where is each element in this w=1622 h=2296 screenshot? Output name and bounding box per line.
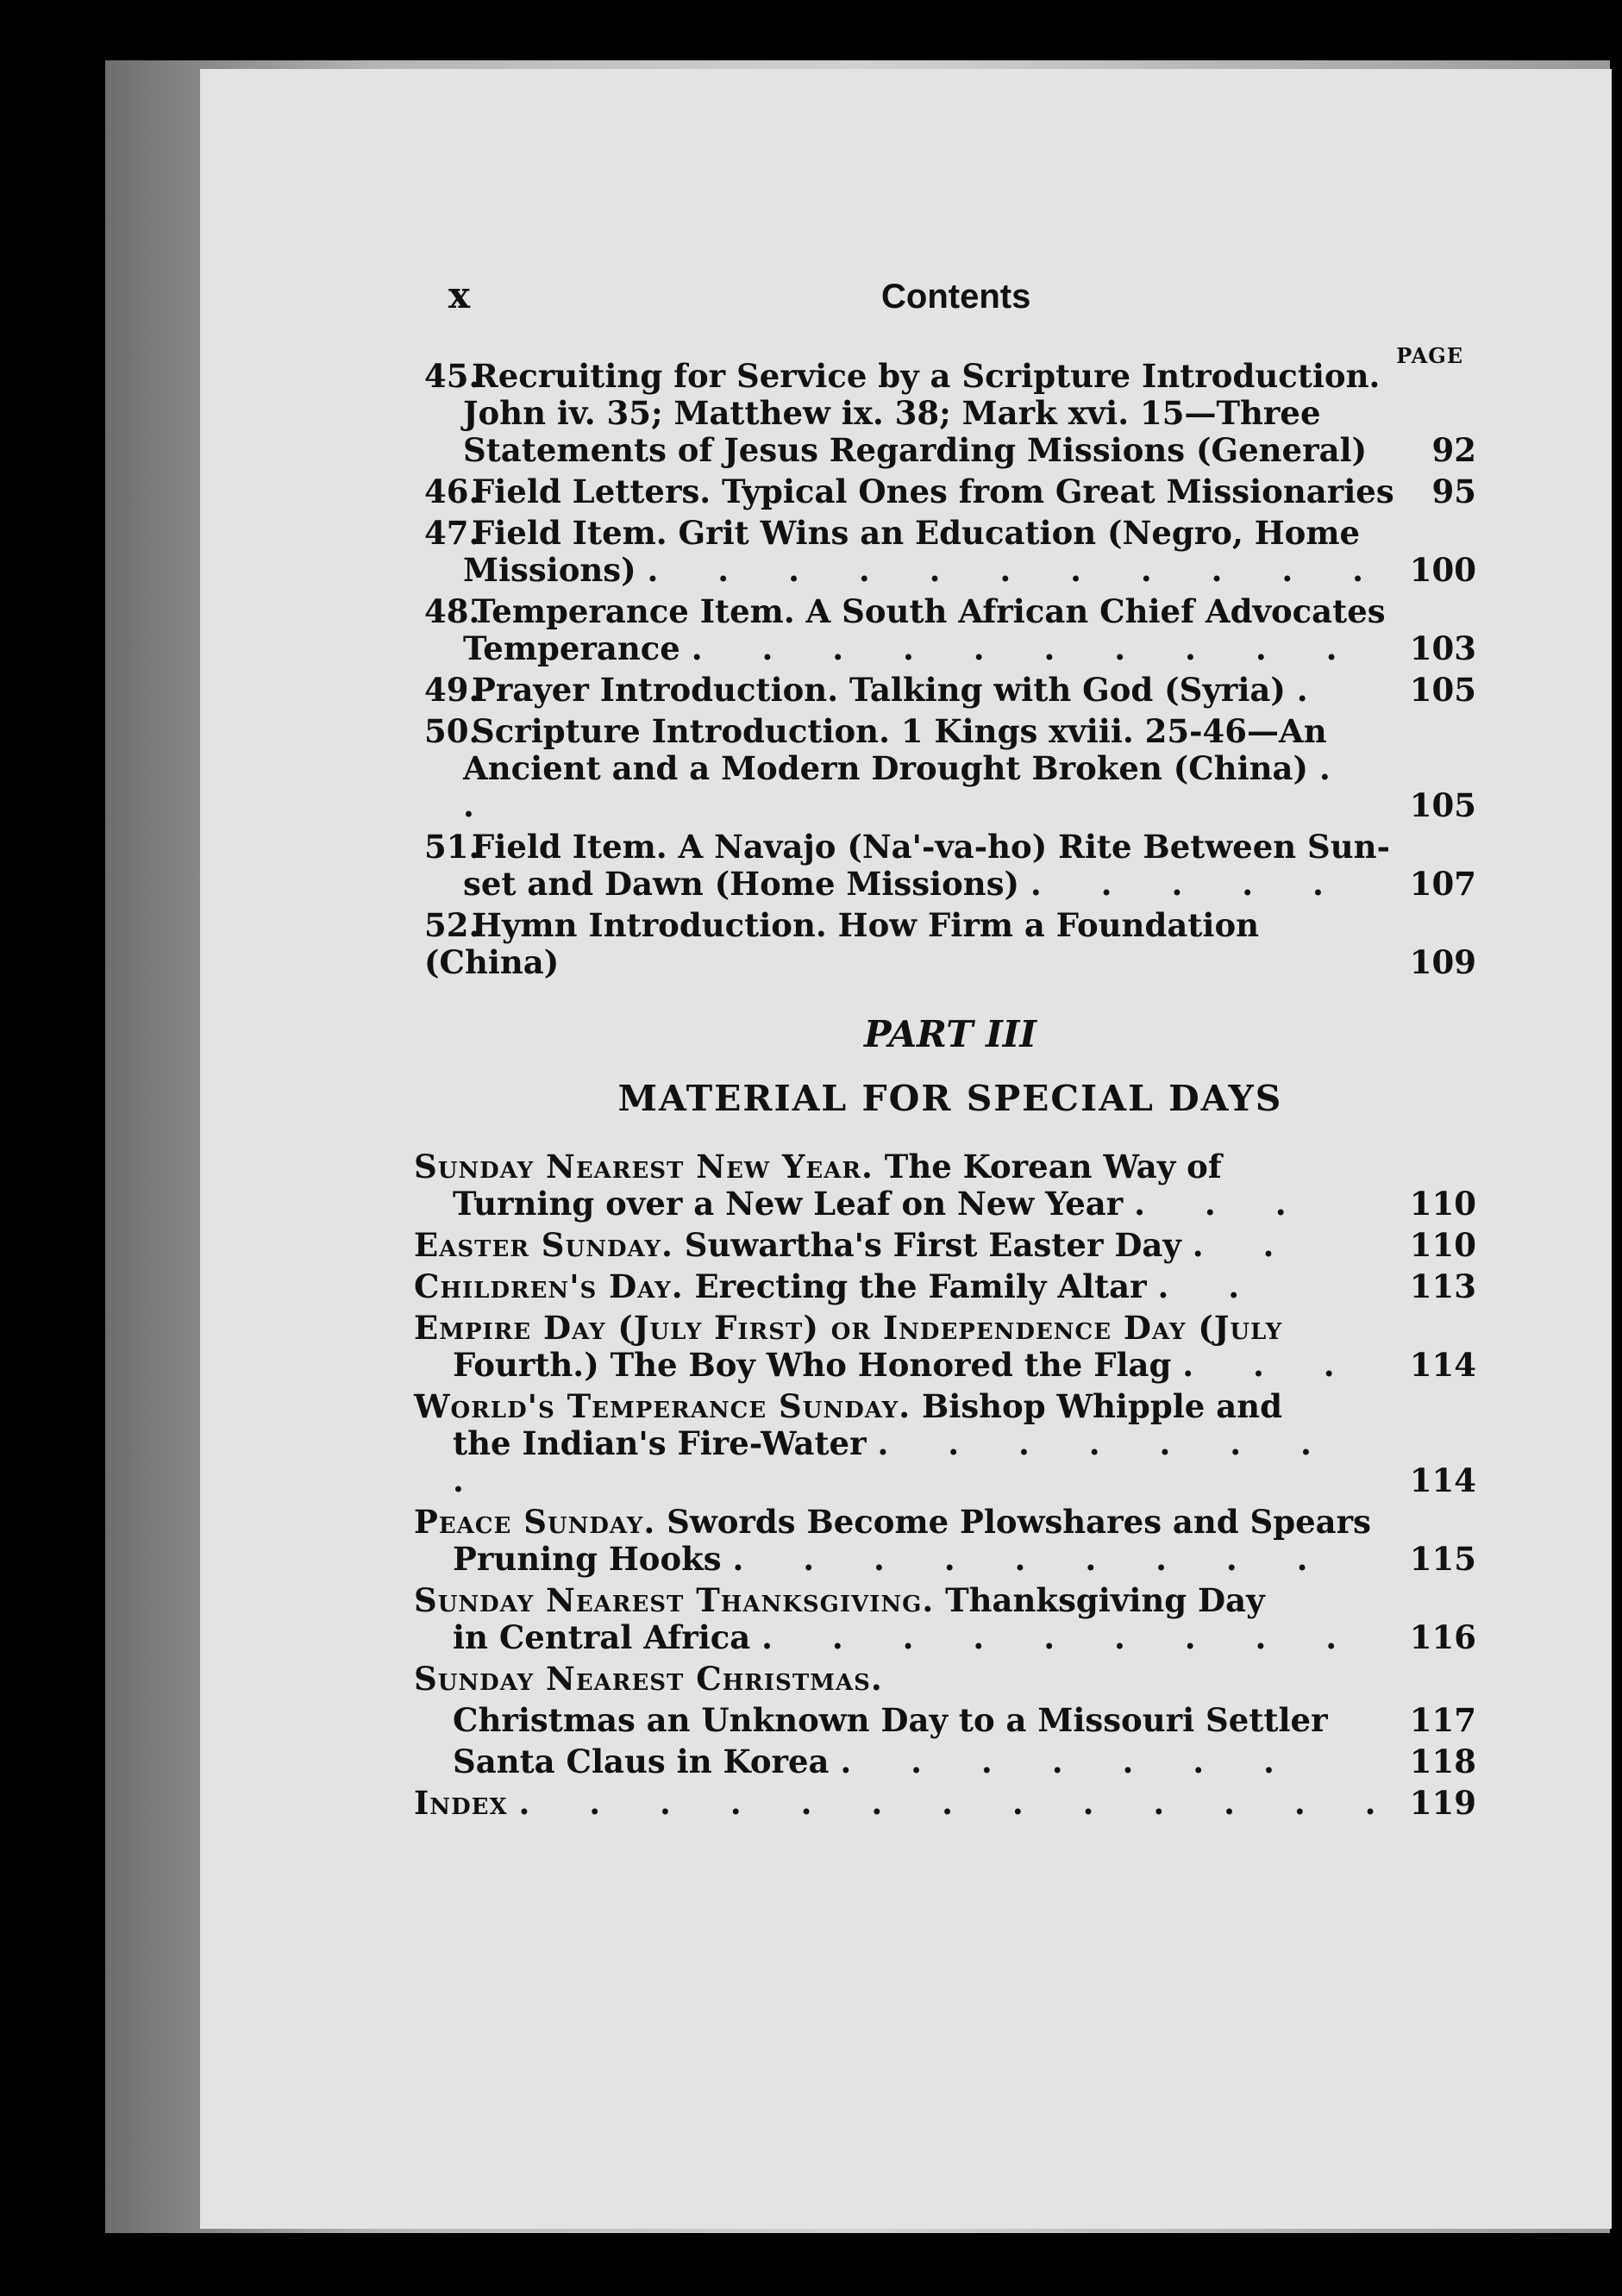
special-day-name: Children's Day.	[414, 1267, 684, 1305]
entry-page: 116	[1409, 1618, 1476, 1656]
entry-title: The Korean Way of	[884, 1148, 1222, 1186]
entry-page: 105	[1409, 671, 1476, 709]
entry-continuation: Missions)	[463, 551, 636, 589]
leader-dots: . . . . .	[1030, 865, 1348, 903]
entry-title: Prayer Introduction. Talking with God (Syria)	[472, 671, 1286, 709]
entry-page: 114	[1409, 1461, 1476, 1499]
entry-page: 115	[1409, 1540, 1476, 1578]
entry-title: Field Letters. Typical Ones from Great Missionaries	[472, 472, 1394, 510]
entry-page: 118	[1409, 1742, 1476, 1780]
special-days-list	[414, 1148, 1476, 1826]
special-day-name: Sunday Nearest Christmas.	[414, 1660, 883, 1698]
leader-dots: . . . . . . .	[840, 1742, 1299, 1780]
entry-continuation: the Indian's Fire-Water	[453, 1424, 867, 1462]
page-header	[424, 274, 1476, 368]
special-day-temperance	[414, 1388, 1476, 1499]
folio: x	[448, 274, 471, 316]
entry-title: Field Item. A Navajo (Na'-va-ho) Rite Between Sun-	[472, 828, 1390, 866]
entry-title: Christmas an Unknown Day to a Missouri Settler	[453, 1701, 1328, 1739]
entry-page: 110	[1409, 1185, 1476, 1223]
entry-continuation: Temperance	[463, 629, 680, 667]
entry-page: 103	[1409, 629, 1476, 667]
entry-number: 46.	[424, 472, 480, 510]
toc-entry-45	[424, 358, 1476, 469]
special-day-name: Empire Day (July First) or Independence Day (July	[414, 1309, 1283, 1347]
entry-title: Recruiting for Service by a Scripture Introduction.	[472, 357, 1381, 395]
entry-page: 100	[1409, 551, 1476, 589]
toc-entry-47	[424, 515, 1476, 589]
special-day-name: Sunday Nearest New Year.	[414, 1148, 874, 1186]
entry-continuation: Pruning Hooks	[453, 1540, 722, 1578]
toc-entry-48	[424, 593, 1476, 667]
special-day-new-year	[414, 1148, 1476, 1223]
entry-page: 110	[1409, 1226, 1476, 1264]
entry-continuation: Fourth.) The Boy Who Honored the Flag	[453, 1346, 1172, 1384]
entry-number: 48.	[424, 592, 480, 630]
entry-page: 113	[1409, 1267, 1476, 1305]
leader-dots: . . . . . . . .	[453, 1424, 1336, 1499]
entry-number: 52.	[424, 906, 480, 944]
leader-dots: . . .	[1182, 1346, 1359, 1384]
entry-number: 50.	[424, 712, 480, 750]
special-day-christmas	[414, 1661, 1476, 1698]
entry-title: Suwartha's First Easter Day	[684, 1226, 1181, 1264]
entry-title: Santa Claus in Korea	[453, 1742, 830, 1780]
toc-entry-51	[424, 829, 1476, 903]
special-day-easter	[414, 1227, 1476, 1264]
leader-dots: . . .	[1134, 1185, 1311, 1223]
section-title: MATERIAL FOR SPECIAL DAYS	[617, 1078, 1283, 1119]
entry-title: Swords Become Plowshares and Spears	[667, 1503, 1371, 1541]
special-day-name: Peace Sunday.	[414, 1503, 656, 1541]
toc-entry-46	[424, 473, 1476, 510]
entry-title: Hymn Introduction. How Firm a Foundation (China)	[424, 906, 1260, 981]
entry-continuation: Ancient and a Modern Drought Broken (China)	[463, 749, 1309, 787]
entry-page: 92	[1431, 431, 1476, 469]
entry-title: Thanksgiving Day	[945, 1581, 1265, 1619]
entry-page: 119	[1409, 1784, 1476, 1822]
special-day-empire	[414, 1310, 1476, 1384]
entry-number: 51.	[424, 828, 480, 866]
special-day-name: Sunday Nearest Thanksgiving.	[414, 1581, 935, 1619]
special-day-peace	[414, 1504, 1476, 1578]
special-day-thanksgiving	[414, 1582, 1476, 1656]
special-day-christmas-item-1	[414, 1702, 1476, 1739]
leader-dots: . . . . . . . . . . . . .	[518, 1784, 1400, 1822]
part-title: PART III	[863, 1013, 1037, 1055]
entry-continuation: Turning over a New Leaf on New Year	[453, 1185, 1124, 1223]
entry-page: 107	[1409, 865, 1476, 903]
entry-continuation: set and Dawn (Home Missions)	[463, 865, 1020, 903]
entry-page: 114	[1409, 1346, 1476, 1384]
leader-dots: . . . . . . . . .	[761, 1618, 1362, 1656]
toc-entry-52	[424, 907, 1476, 981]
entry-number: 47.	[424, 514, 480, 552]
entry-continuation: in Central Africa	[453, 1618, 751, 1656]
entry-page: 117	[1409, 1701, 1476, 1739]
special-day-name: World's Temperance Sunday.	[414, 1387, 911, 1425]
special-day-childrens	[414, 1268, 1476, 1305]
page-column-label: PAGE	[1396, 343, 1463, 368]
leader-dots: . . . . . . . . .	[732, 1540, 1332, 1578]
entry-number: 49.	[424, 671, 480, 709]
running-head: Contents	[881, 278, 1031, 316]
toc-entries	[424, 358, 1476, 985]
entry-page: 95	[1431, 472, 1476, 510]
toc-entry-49	[424, 672, 1476, 709]
leader-dots: . .	[1157, 1267, 1264, 1305]
leader-dots: . . . . . . . . . . .	[647, 551, 1388, 589]
leader-dots: . . . . . . . . . .	[691, 629, 1362, 667]
leader-dots: .	[1296, 671, 1332, 709]
entry-continuation: John iv. 35; Matthew ix. 38; Mark xvi. 15—Three Statements of Jesus Regarding Missions (General)	[463, 394, 1368, 469]
special-day-name: Easter Sunday.	[414, 1226, 673, 1264]
entry-title: Bishop Whipple and	[921, 1387, 1282, 1425]
toc-entry-50	[424, 713, 1476, 824]
entry-title: Scripture Introduction. 1 Kings xviii. 25-46—An	[472, 712, 1327, 750]
entry-title: Field Item. Grit Wins an Education (Negro, Home	[472, 514, 1361, 552]
entry-title: Temperance Item. A South African Chief Advocates	[472, 592, 1386, 630]
entry-page: 109	[1409, 943, 1476, 981]
leader-dots: . .	[463, 749, 1355, 824]
entry-page: 105	[1409, 786, 1476, 824]
index-label: Index	[414, 1784, 508, 1822]
leader-dots: . .	[1192, 1226, 1299, 1264]
entry-title: Erecting the Family Altar	[694, 1267, 1147, 1305]
entry-number: 45.	[424, 357, 480, 395]
index-entry	[414, 1785, 1476, 1822]
special-day-christmas-item-2	[414, 1743, 1476, 1780]
